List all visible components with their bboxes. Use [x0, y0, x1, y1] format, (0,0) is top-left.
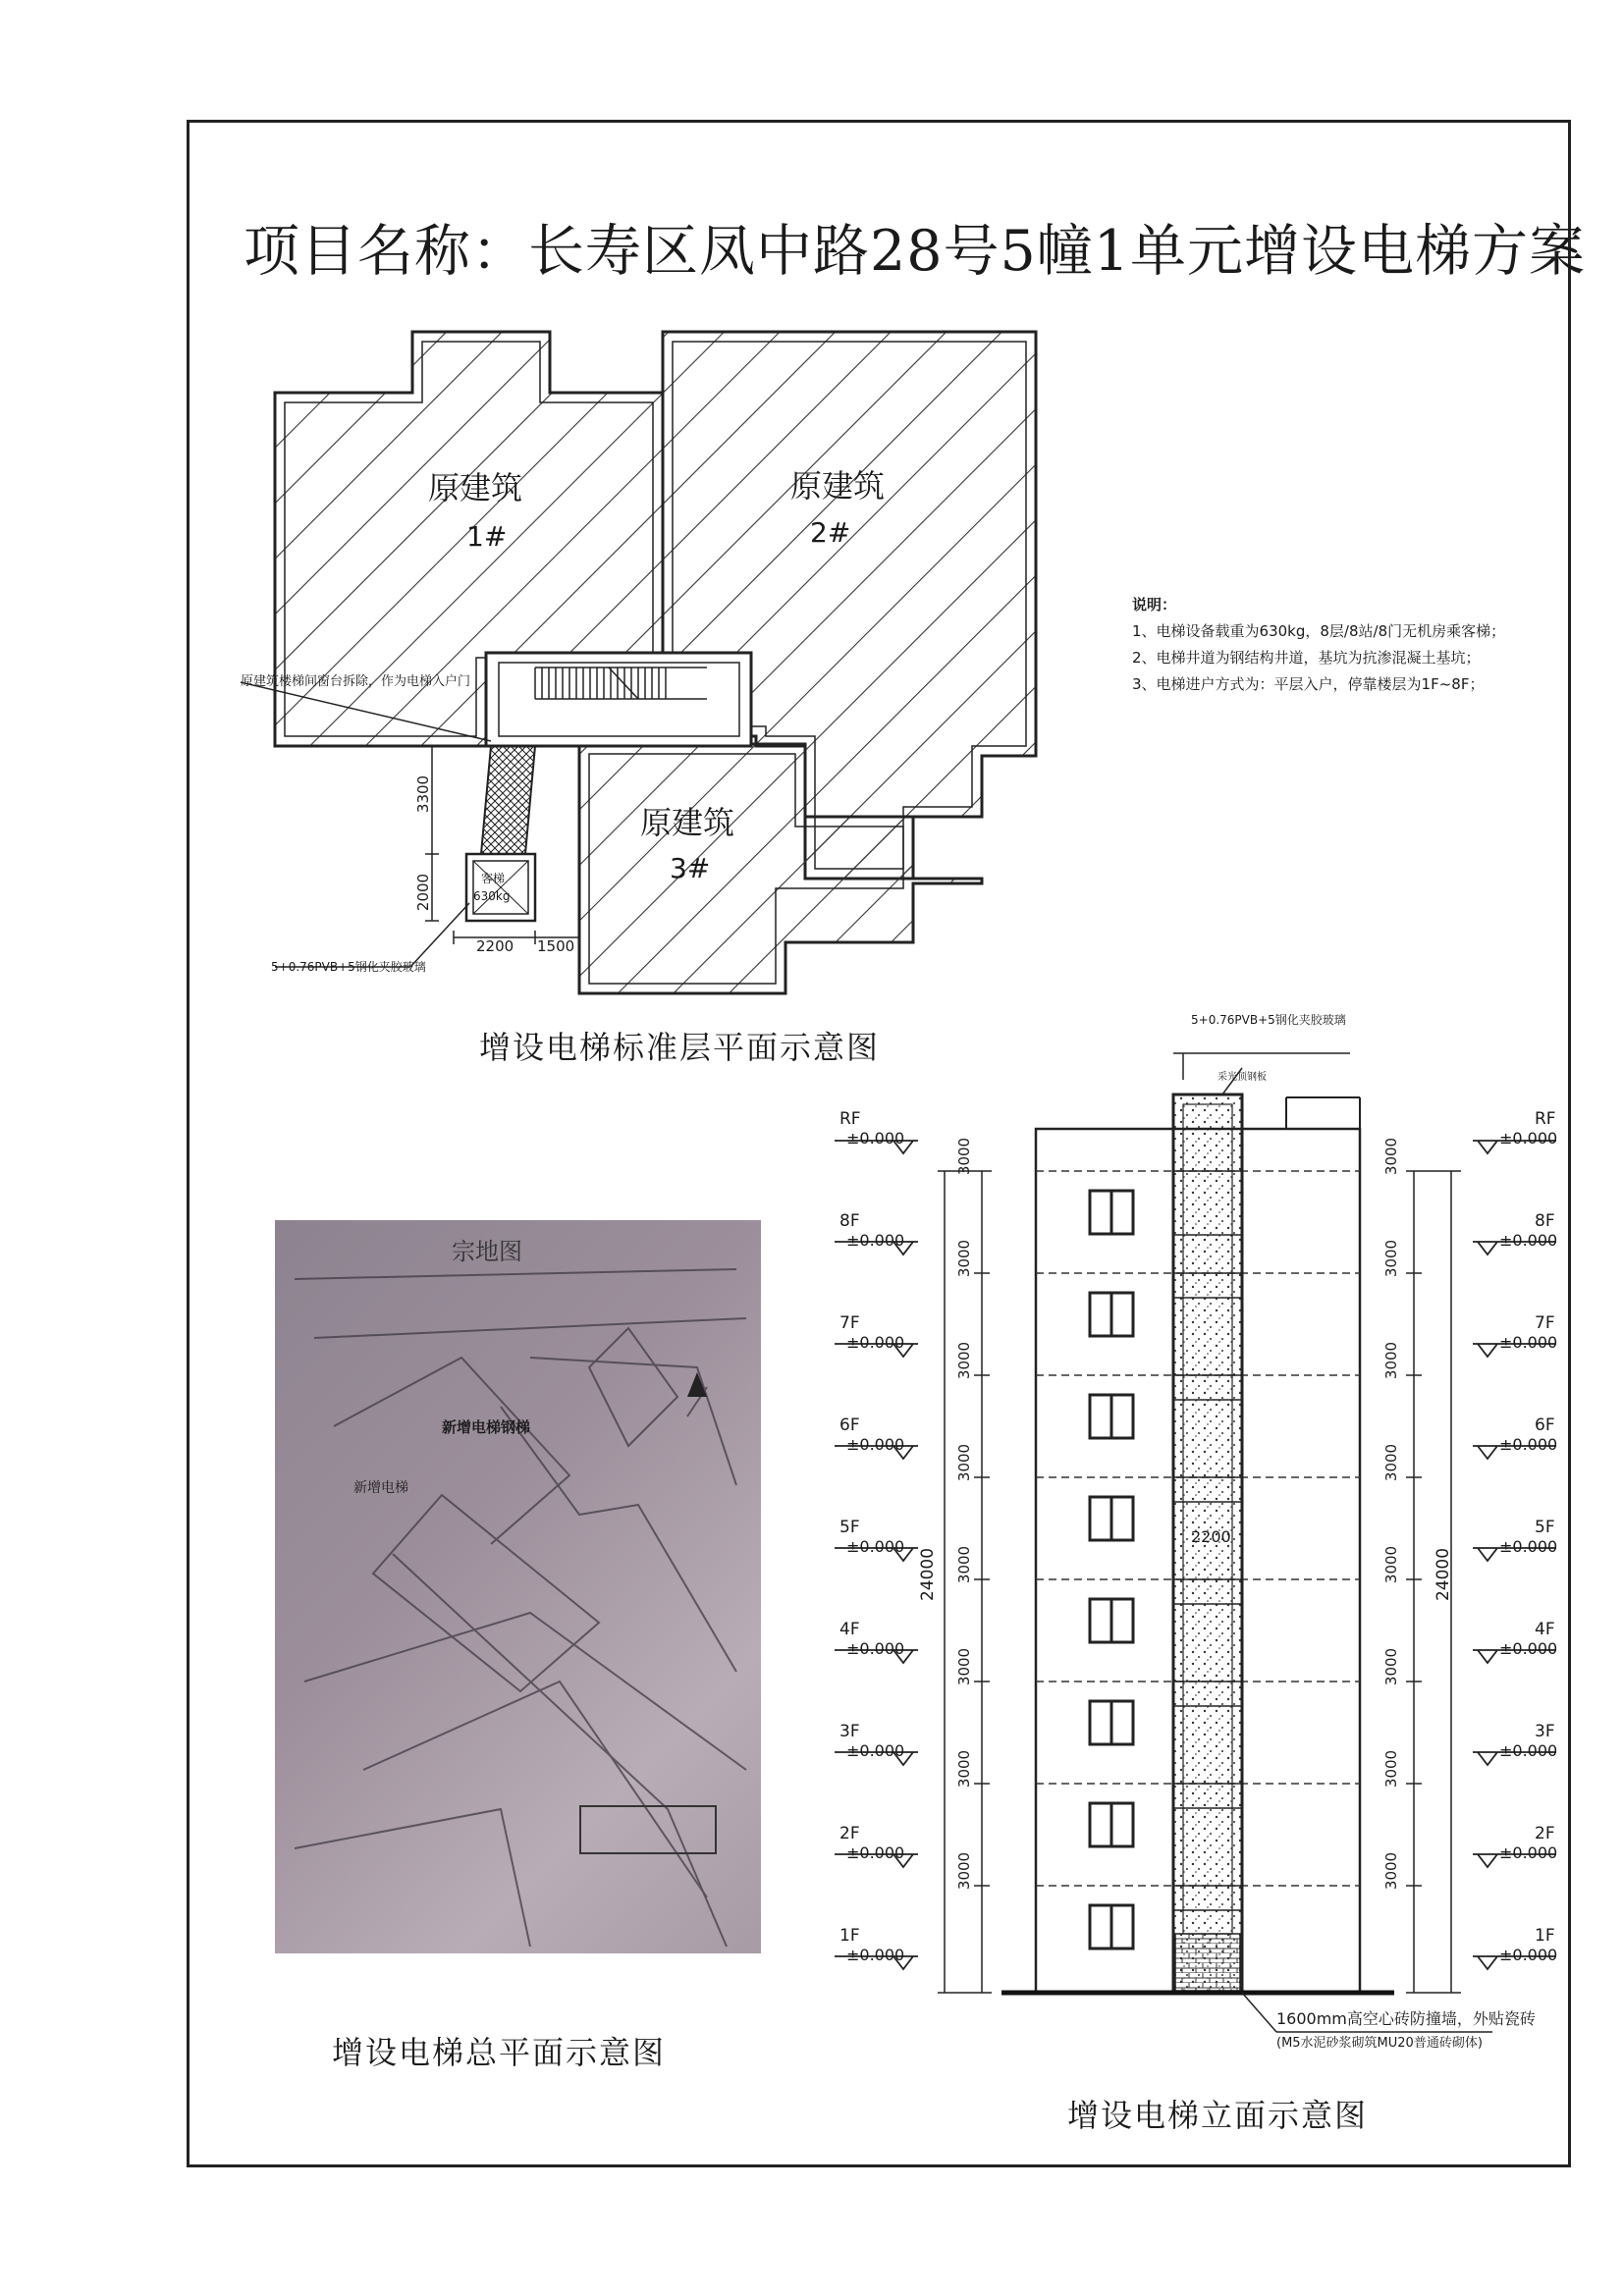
- level-value-right: ±0.000: [1499, 1741, 1558, 1760]
- level-value-right: ±0.000: [1499, 1129, 1558, 1148]
- elevator-label: 客梯: [481, 872, 506, 885]
- floor-height-right: 3000: [1382, 1851, 1401, 1891]
- floor-label-left: 8F: [839, 1211, 860, 1231]
- level-value-left: ±0.000: [846, 1435, 905, 1454]
- notes-item: 1、电梯设备载重为630kg，8层/8站/8门无机房乘客梯；: [1132, 622, 1506, 640]
- level-value-right: ±0.000: [1499, 1946, 1558, 1964]
- building-2-name: 原建筑: [790, 467, 886, 505]
- level-value-left: ±0.000: [846, 1129, 905, 1148]
- elevation-roof-note: 采光顶钢板: [1217, 1072, 1267, 1083]
- plan-glass-note: 5+0.76PVB+5钢化夹胶玻璃: [271, 960, 426, 974]
- level-value-left: ±0.000: [846, 1843, 905, 1862]
- elevation-caption: 增设电梯立面示意图: [1067, 2097, 1369, 2134]
- dim-3300: 3300: [414, 774, 433, 814]
- page-title: 项目名称：长寿区凤中路28号5幢1单元增设电梯方案: [243, 219, 1587, 284]
- floor-label-left: 6F: [839, 1415, 860, 1435]
- elevator-corridor: [481, 746, 535, 854]
- total-height-right: 24000: [1434, 1547, 1454, 1602]
- floor-label-left: 5F: [839, 1518, 860, 1537]
- level-value-right: ±0.000: [1499, 1231, 1558, 1250]
- floor-height-left: 3000: [955, 1137, 974, 1176]
- level-value-right: ±0.000: [1499, 1537, 1558, 1556]
- balcony-note: 原建筑楼梯间窗台拆除，作为电梯入户门: [241, 674, 471, 689]
- shaft-width: 2200: [1191, 1527, 1231, 1546]
- building-3-name: 原建筑: [640, 804, 735, 841]
- level-value-right: ±0.000: [1499, 1435, 1558, 1454]
- base-note: 1600mm高空心砖防撞墙，外贴瓷砖: [1276, 2009, 1536, 2028]
- floor-height-left: 3000: [955, 1851, 974, 1891]
- floor-height-right: 3000: [1382, 1749, 1401, 1789]
- floor-height-right: 3000: [1382, 1443, 1401, 1482]
- floor-height-left: 3000: [955, 1239, 974, 1278]
- notes-block: [1132, 592, 1505, 698]
- floor-label-left: 1F: [839, 1926, 860, 1946]
- total-height-left: 24000: [918, 1547, 939, 1602]
- building-1-name: 原建筑: [428, 469, 523, 507]
- floor-height-right: 3000: [1382, 1341, 1401, 1380]
- building-3-number: 3#: [670, 852, 711, 884]
- floor-label-right: 8F: [1535, 1211, 1555, 1231]
- site-caption: 增设电梯总平面示意图: [332, 2034, 667, 2071]
- floor-label-left: 4F: [839, 1620, 860, 1639]
- notes-heading: 说明：: [1132, 596, 1177, 614]
- level-value-right: ±0.000: [1499, 1843, 1558, 1862]
- floor-label-right: 1F: [1535, 1926, 1555, 1946]
- floor-height-right: 3000: [1382, 1647, 1401, 1686]
- floor-label-left: 7F: [839, 1313, 860, 1333]
- site-label-2: 新增电梯: [353, 1480, 408, 1496]
- building-1-number: 1#: [466, 520, 508, 553]
- floor-height-right: 3000: [1382, 1545, 1401, 1584]
- floor-label-right: 6F: [1535, 1415, 1555, 1435]
- dim-2200: 2200: [476, 937, 514, 955]
- level-value-right: ±0.000: [1499, 1639, 1558, 1658]
- floor-label-right: 4F: [1535, 1620, 1555, 1639]
- floor-label-right: 3F: [1535, 1722, 1555, 1741]
- floor-height-left: 3000: [955, 1749, 974, 1789]
- notes-item: 3、电梯进户方式为：平层入户，停靠楼层为1F~8F；: [1132, 675, 1485, 693]
- site-map-title: 宗地图: [452, 1238, 522, 1265]
- dim-2000: 2000: [414, 873, 433, 912]
- site-plan-photo: [275, 1220, 761, 1953]
- level-value-left: ±0.000: [846, 1946, 905, 1964]
- level-value-right: ±0.000: [1499, 1333, 1558, 1352]
- level-value-left: ±0.000: [846, 1741, 905, 1760]
- floor-label-left: 3F: [839, 1722, 860, 1741]
- floor-height-left: 3000: [955, 1545, 974, 1584]
- level-value-left: ±0.000: [846, 1639, 905, 1658]
- notes-item: 2、电梯井道为钢结构井道，基坑为抗渗混凝土基坑；: [1132, 649, 1481, 667]
- floor-label-right: RF: [1535, 1109, 1556, 1129]
- base-note-2: (M5水泥砂浆砌筑MU20普通砖砌体): [1276, 2036, 1483, 2051]
- plan-caption: 增设电梯标准层平面示意图: [479, 1029, 881, 1066]
- dim-1500: 1500: [537, 937, 575, 955]
- elevator-capacity: 630kg: [473, 889, 511, 903]
- floor-height-right: 3000: [1382, 1239, 1401, 1278]
- level-value-left: ±0.000: [846, 1537, 905, 1556]
- elevation-glass-note: 5+0.76PVB+5钢化夹胶玻璃: [1191, 1013, 1346, 1027]
- floor-label-left: RF: [839, 1109, 861, 1129]
- floor-height-left: 3000: [955, 1443, 974, 1482]
- floor-height-left: 3000: [955, 1647, 974, 1686]
- site-label-1: 新增电梯钢梯: [442, 1418, 531, 1436]
- floor-label-right: 7F: [1535, 1313, 1555, 1333]
- floor-height-left: 3000: [955, 1341, 974, 1380]
- floor-label-left: 2F: [839, 1824, 860, 1843]
- site-stamp: [579, 1805, 717, 1854]
- floor-label-right: 2F: [1535, 1824, 1555, 1843]
- floor-height-right: 3000: [1382, 1137, 1401, 1176]
- floor-label-right: 5F: [1535, 1518, 1555, 1537]
- level-value-left: ±0.000: [846, 1231, 905, 1250]
- building-2-number: 2#: [810, 516, 851, 549]
- level-value-left: ±0.000: [846, 1333, 905, 1352]
